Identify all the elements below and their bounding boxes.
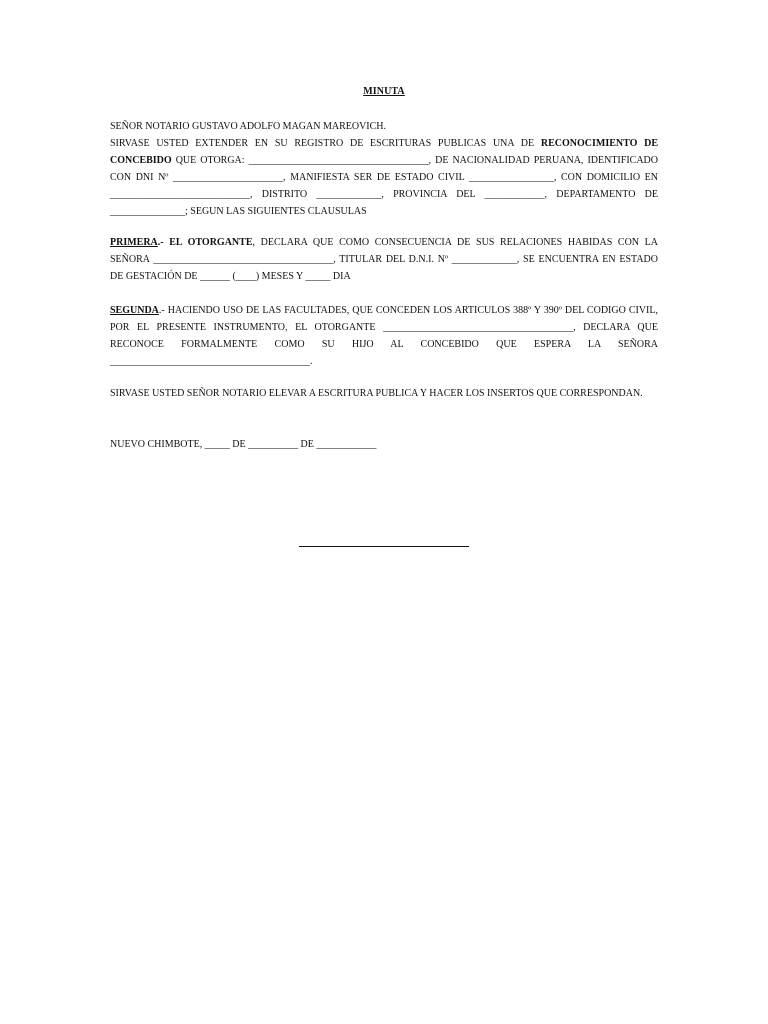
intro-part1: SIRVASE USTED EXTENDER EN SU REGISTRO DE ESCRITURAS PUBLICAS UNA DE (110, 138, 541, 149)
greeting-and-intro (110, 118, 658, 220)
closing-block (110, 385, 658, 402)
clause-segunda (110, 302, 658, 370)
place-date-block (110, 436, 658, 453)
document-title: MINUTA (363, 86, 405, 97)
intro-paragraph (110, 135, 658, 220)
place-date: NUEVO CHIMBOTE, _____ DE __________ DE ____________ (110, 439, 377, 450)
intro-bold-act: RECONOCIMIENTO DE CONCEBIDO (110, 138, 658, 166)
segunda-label: SEGUNDA (110, 305, 159, 316)
primera-paragraph (110, 234, 658, 285)
segunda-paragraph (110, 302, 658, 370)
signature-line (299, 546, 469, 547)
greeting: SEÑOR NOTARIO GUSTAVO ADOLFO MAGAN MAREOVICH. (110, 121, 387, 132)
primera-sep: .- (157, 237, 170, 248)
closing-paragraph: SIRVASE USTED SEÑOR NOTARIO ELEVAR A ESCRITURA PUBLICA Y HACER LOS INSERTOS QUE CORRESPONDAN. (110, 388, 643, 399)
segunda-text: .- HACIENDO USO DE LAS FACULTADES, QUE CONCEDEN LOS ARTICULOS 388º Y 390º DEL CODIGO CIVIL, POR EL PRESENTE INSTRUMENTO, EL OTORGANTE ______________________________________, DECLARA QUE RECONOCE FORMALMENTE COMO SU HIJO AL CONCEBIDO QUE ESPERA LA SEÑORA ________________________________________. (110, 305, 658, 367)
primera-label: PRIMERA (110, 237, 158, 248)
primera-text: , DECLARA QUE COMO CONSECUENCIA DE SUS RELACIONES HABIDAS CON LA SEÑORA ____________________________________, TITULAR DEL D.N.I. Nº _____________, SE ENCUENTRA EN ESTADO DE GESTACIÓN DE ______ (____) MESES Y _____ DIA (110, 237, 658, 282)
primera-bold: EL OTORGANTE (169, 237, 253, 248)
clause-primera (110, 234, 658, 285)
intro-part2: QUE OTORGA: ____________________________________, DE NACIONALIDAD PERUANA, IDENTIFICADO CON DNI Nº ______________________, MANIFIESTA SER DE ESTADO CIVIL _________________, CON DOMICILIO EN ____________________________, DISTRITO _____________, PROVINCIA DEL ____________, DEPARTAMENTO DE _______________; SEGUN LAS SIGUIENTES CLAUSULAS (110, 155, 658, 217)
